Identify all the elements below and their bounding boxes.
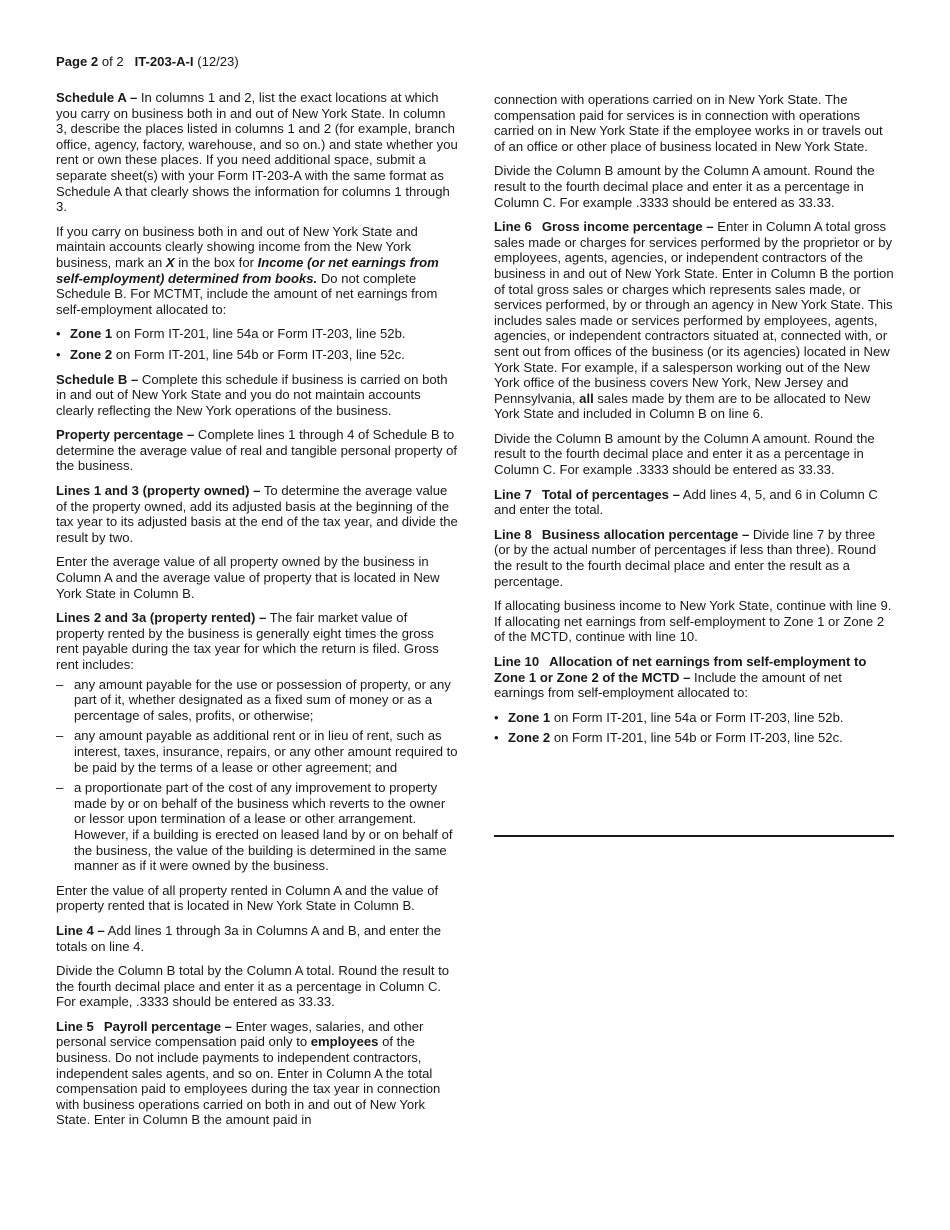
bullet-icon: • <box>56 326 61 342</box>
list-item <box>494 730 894 746</box>
line-10-text: Include the amount of net earnings from self-employment allocated to: <box>494 669 842 701</box>
line-6-text-a: Enter in Column A total gross sales made or charges for services performed by the proprietor or by employees, agents, agencies, or independent contractors of the business in and out of New York State. Enter in Column B the portion of total gross sales or charges which represents sales made, or services performed, by or through an agency in New York State. This includes sales made or services performed by employees, agents, agencies, or independent contractors situated at, connected with, or sent out from offices of the business (or its agencies) located in New York State. For example, if a salesperson working out of the New York office of the business covers New York, New Jersey and Pennsylvania, <box>494 219 894 406</box>
line-8-paragraph <box>494 527 894 589</box>
property-owned-text: To determine the average value of the property owned, add its adjusted basis at the beginning of the tax year to its adjusted basis at the end of the tax year, and divide the result by two. <box>56 483 458 545</box>
left-column <box>56 90 458 1137</box>
property-percentage-text: Complete lines 1 through 4 of Schedule B to determine the average value of real and tangible personal property of the business. <box>56 427 458 474</box>
property-rented-heading: Lines 2 and 3a (property rented) – <box>56 610 267 626</box>
zone-2-label: Zone 2 <box>508 730 551 746</box>
right-column <box>494 92 894 751</box>
end-rule-divider <box>494 835 894 837</box>
continue-paragraph: If allocating business income to New York State, continue with line 9. If allocating net earnings from self-employment to Zone 1 or Zone 2 of the MCTD, continue with line 10. <box>494 598 892 645</box>
form-id: IT-203-A-I <box>134 54 194 69</box>
dash-icon: – <box>56 728 64 744</box>
income-books-label: Income (or net earnings from self-employment) determined from books. <box>56 254 439 286</box>
list-item <box>56 780 458 874</box>
property-percentage-paragraph <box>56 427 458 474</box>
page-total: of 2 <box>101 54 124 69</box>
zone-1-text: on Form IT-201, line 54a or Form IT-203, line 52b. <box>112 326 406 342</box>
zone-2-text: on Form IT-201, line 54b or Form IT-203, line 52c. <box>112 346 405 362</box>
zone-1-text: on Form IT-201, line 54a or Form IT-203, line 52b. <box>550 709 844 725</box>
books-text-a: If you carry on business both in and out of New York State and maintain accounts clearly showing income from the New York business, mark an <box>56 223 418 270</box>
property-rented-text: The fair market value of property rented by the business is generally eight times the gross rent payable during the tax year for which the return is filed. Gross rent includes: <box>56 610 439 672</box>
line-4-paragraph <box>56 923 458 954</box>
line-5-text-b: of the business. Do not include payments to independent contractors, independent sales agents, and so on. Enter in Column A the total compensation paid to employees during the tax year in connection with business operations carried on both in and out of New York State. Enter in Column B the amount paid in <box>56 1034 441 1128</box>
employees-label: employees <box>310 1034 379 1050</box>
line-6-number: Line 6 <box>494 219 532 235</box>
property-rented-paragraph <box>56 610 458 672</box>
line-6-paragraph <box>494 219 894 422</box>
line-7-paragraph <box>494 487 894 518</box>
divide-amount-paragraph: Divide the Column B amount by the Column A amount. Round the result to the fourth decimal place and enter it as a percentage in Column C. For example .3333 should be entered as 33.33. <box>494 163 875 210</box>
zone-2-text: on Form IT-201, line 54b or Form IT-203, line 52c. <box>550 730 843 746</box>
books-paragraph <box>56 224 458 318</box>
list-item <box>56 728 458 775</box>
schedule-b-paragraph <box>56 372 458 419</box>
line-7-text: Add lines 4, 5, and 6 in Column C and enter the total. <box>494 486 878 518</box>
property-owned-paragraph <box>56 483 458 545</box>
line-5-number: Line 5 <box>56 1018 94 1034</box>
line-5-paragraph <box>56 1019 458 1128</box>
zone-2-label: Zone 2 <box>70 346 113 362</box>
line-10-number: Line 10 <box>494 654 540 669</box>
zone-1-label: Zone 1 <box>508 709 551 725</box>
line-5-text-a: Enter wages, salaries, and other personal service compensation paid only to <box>56 1018 424 1050</box>
books-text-b: in the box for <box>174 254 258 270</box>
rented-value-paragraph: Enter the value of all property rented in Column A and the value of property rented that is located in New York State in Column B. <box>56 882 439 914</box>
schedule-a-heading: Schedule A – <box>56 90 138 105</box>
line-5-heading: Payroll percentage – <box>103 1018 232 1034</box>
schedule-a-text: In columns 1 and 2, list the exact locations at which you carry on business both in and out of New York State. In column 3, describe the places listed in columns 1 and 2 (for example, branch office, agency, factory, warehouse, and so on.) and state whether you rent or own these places. If you need additional space, submit a separate sheet(s) with your Form IT-203-A with the same format as Schedule A that clearly shows the information for columns 1 through 3. <box>56 90 458 215</box>
list-item <box>56 326 458 342</box>
list-item <box>56 677 458 724</box>
form-revision: (12/23) <box>197 54 239 69</box>
line-7-heading: Total of percentages – <box>541 486 680 502</box>
bullet-icon: • <box>494 709 499 725</box>
zone-1-label: Zone 1 <box>70 326 113 342</box>
schedule-a-paragraph <box>56 90 458 215</box>
line-8-number: Line 8 <box>494 526 532 542</box>
dash-icon: – <box>56 780 64 796</box>
gross-rent-item-2: any amount payable as additional rent or in lieu of rent, such as interest, taxes, insurance, repairs, or any other amount required to be paid by the terms of a lease or other agreement; and <box>74 728 458 775</box>
bullet-icon: • <box>56 346 61 362</box>
line-6-text-b: sales made by them are to be allocated to New York State and included in Column B on line 6. <box>494 390 871 422</box>
page-number: Page 2 <box>56 54 99 69</box>
line-10-paragraph <box>494 654 894 701</box>
list-item <box>56 347 458 363</box>
average-value-paragraph: Enter the average value of all property owned by the business in Column A and the average value of property that is located in New York State in Column B. <box>56 554 440 601</box>
line-4-heading: Line 4 – <box>56 922 105 938</box>
property-owned-heading: Lines 1 and 3 (property owned) – <box>56 483 261 499</box>
bullet-icon: • <box>494 730 499 746</box>
line-7-number: Line 7 <box>494 486 532 502</box>
line-10-heading: Allocation of net earnings from self-employment to Zone 1 or Zone 2 of the MCTD – <box>494 654 867 685</box>
schedule-b-text: Complete this schedule if business is carried on both in and out of New York State and you do not maintain accounts clearly reflecting the New York operations of the business. <box>56 371 448 418</box>
books-text-d: Do not complete Schedule B. For MCTMT, include the amount of net earnings from self-employment allocated to: <box>56 270 438 317</box>
line-5-continued-paragraph: connection with operations carried on in New York State. The compensation paid for services is in connection with operations carried on in New York State if the employee works in or travels out of an office or other place of business located in New York State. <box>494 92 883 154</box>
line-4-text: Add lines 1 through 3a in Columns A and B, and enter the totals on line 4. <box>56 922 442 954</box>
all-label: all <box>579 390 594 406</box>
divide-amount-paragraph-2: Divide the Column B amount by the Column A amount. Round the result to the fourth decimal place and enter it as a percentage in Column C. For example .3333 should be entered as 33.33. <box>494 430 875 478</box>
x-mark: X <box>165 254 175 270</box>
property-percentage-heading: Property percentage – <box>56 427 195 443</box>
divide-total-paragraph: Divide the Column B total by the Column A total. Round the result to the fourth decimal place and enter it as a percentage in Column C. For example, .3333 should be entered as 33.33. <box>56 963 450 1010</box>
line-8-text: Divide line 7 by three (or by the actual number of percentages if less than three). Round the result to the fourth decimal place and enter the result as a percentage. <box>494 526 877 589</box>
page-header <box>56 54 239 70</box>
schedule-b-heading: Schedule B – <box>56 371 139 387</box>
list-item <box>494 710 894 726</box>
line-6-heading: Gross income percentage – <box>541 219 714 235</box>
gross-rent-item-3: a proportionate part of the cost of any improvement to property made by or on behalf of the business which reverts to the owner or lessor upon termination of a lease or other arrangement. However, if a building is erected on leased land by or on behalf of the business, the value of the building is determined in the same manner as if it were owned by the business. <box>74 780 453 874</box>
dash-icon: – <box>56 676 64 692</box>
line-8-heading: Business allocation percentage – <box>541 526 750 542</box>
gross-rent-item-1: any amount payable for the use or possession of property, or any part of it, whether designated as a fixed sum of money or as a percentage of sales, profits, or otherwise; <box>74 676 451 723</box>
